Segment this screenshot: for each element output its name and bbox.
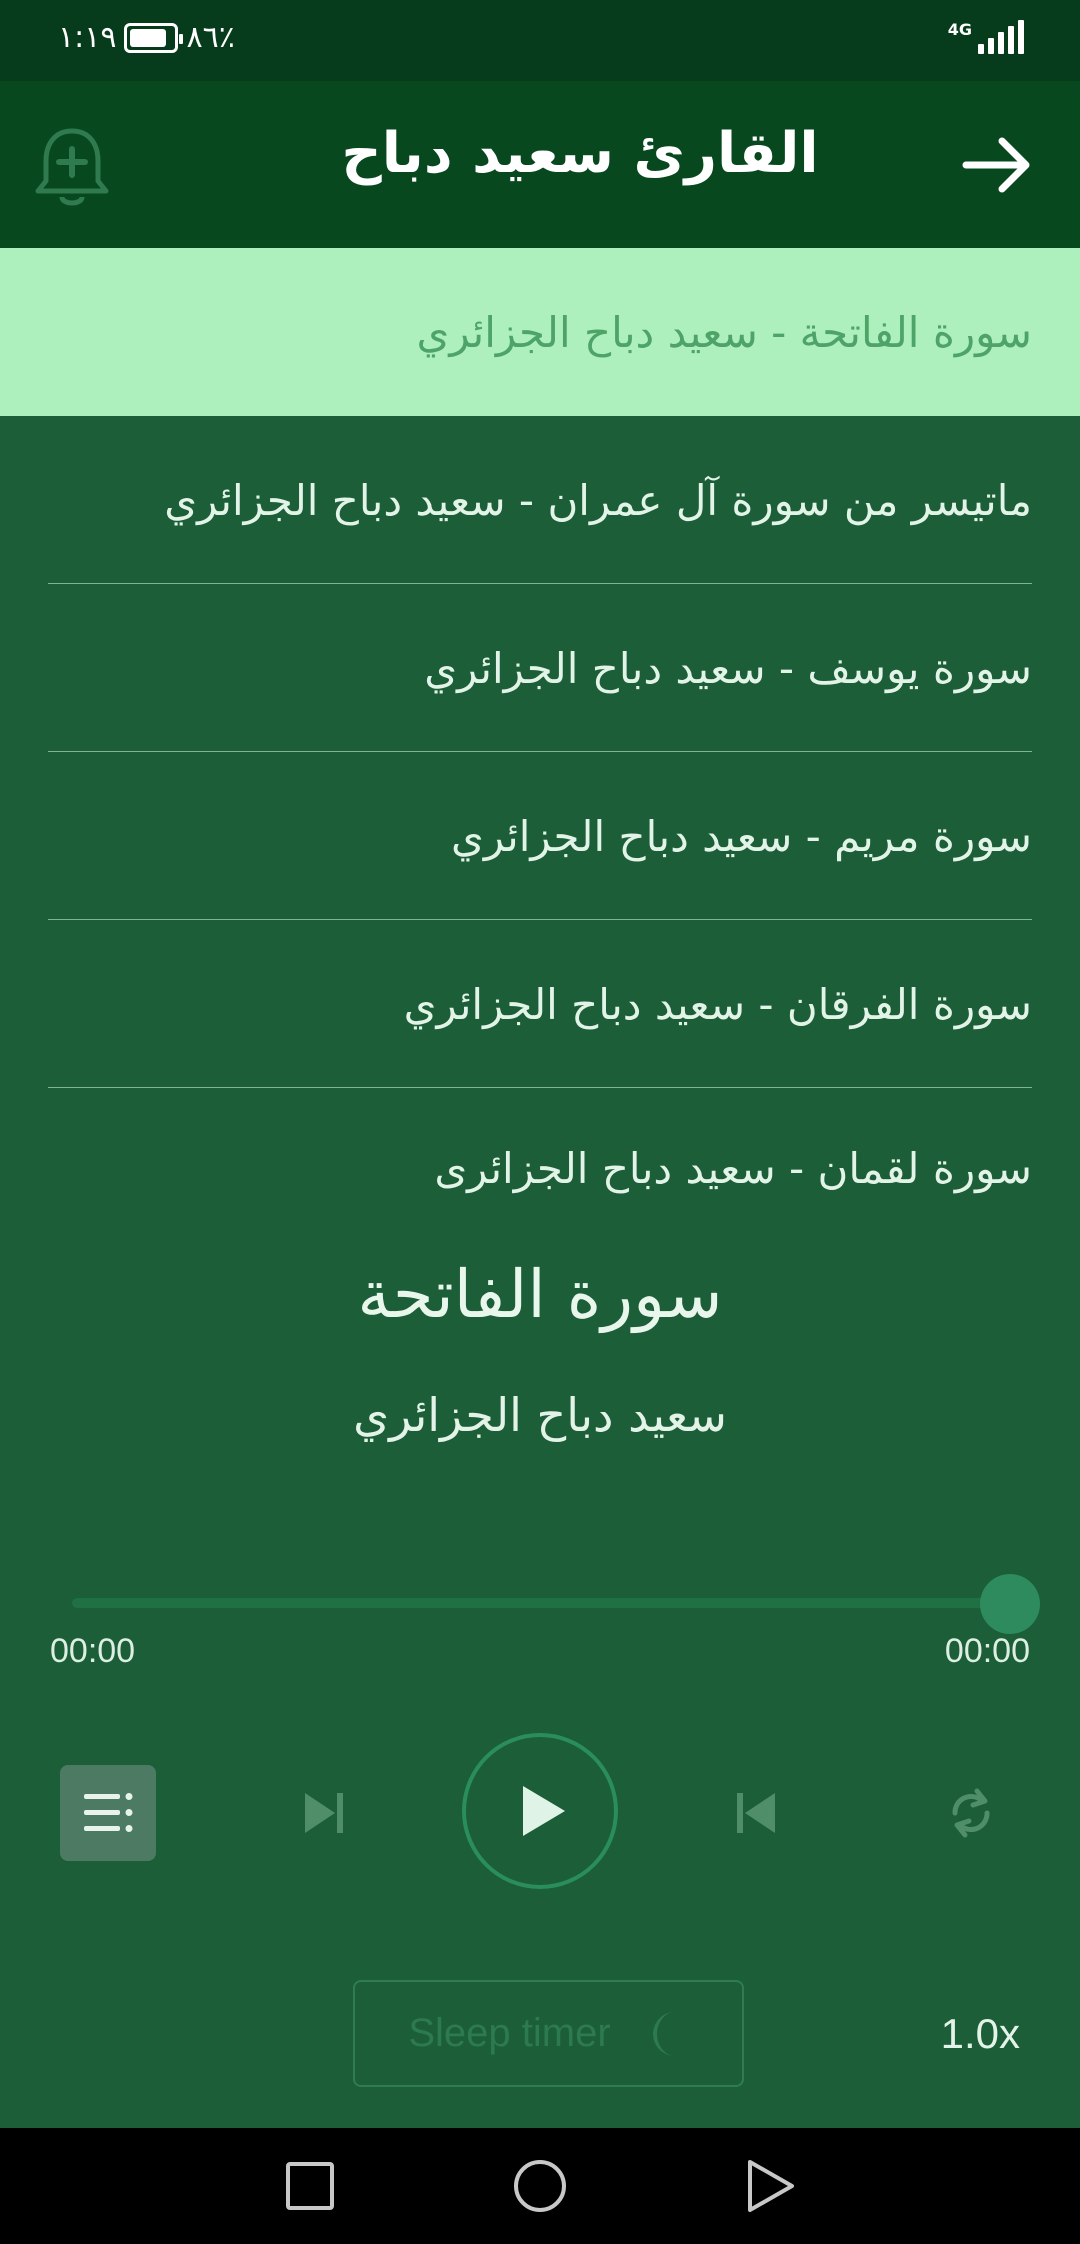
battery-icon bbox=[124, 23, 178, 53]
moon-icon bbox=[645, 2008, 689, 2060]
app-bar bbox=[0, 81, 1080, 248]
signal-icon bbox=[978, 20, 1024, 54]
track-label: سورة يوسف - سعيد دباح الجزائري bbox=[424, 643, 1032, 693]
system-nav-bar bbox=[0, 2128, 1080, 2244]
network-type: 4G bbox=[947, 20, 972, 39]
play-button[interactable] bbox=[462, 1733, 618, 1889]
notification-add-button[interactable] bbox=[30, 123, 114, 213]
bell-plus-icon bbox=[30, 123, 114, 213]
playlist-icon bbox=[78, 1783, 138, 1843]
status-left bbox=[58, 20, 235, 55]
repeat-icon bbox=[941, 1783, 1001, 1843]
track-label: سورة الفرقان - سعيد دباح الجزائري bbox=[403, 979, 1032, 1029]
track-label: سورة لقمان - سعيد دباح الجزائرى bbox=[434, 1143, 1032, 1193]
track-item-active[interactable] bbox=[0, 248, 1080, 416]
recents-button[interactable] bbox=[280, 2156, 340, 2216]
seek-bar[interactable] bbox=[72, 1598, 1008, 1608]
track-item[interactable] bbox=[0, 752, 1080, 920]
status-right bbox=[948, 20, 1024, 54]
back-nav-button[interactable] bbox=[740, 2156, 800, 2216]
skip-next-button[interactable] bbox=[282, 1772, 364, 1854]
track-item[interactable] bbox=[0, 416, 1080, 584]
seek-thumb[interactable] bbox=[980, 1574, 1040, 1634]
total-time: 00:00 bbox=[944, 1632, 1030, 1670]
track-label: سورة مريم - سعيد دباح الجزائري bbox=[450, 811, 1032, 861]
skip-next-icon bbox=[293, 1783, 353, 1843]
battery-fill bbox=[130, 29, 165, 47]
repeat-button[interactable] bbox=[930, 1772, 1012, 1854]
sleep-timer-label: Sleep timer bbox=[408, 2011, 611, 2055]
square-icon bbox=[280, 2156, 340, 2216]
track-item[interactable] bbox=[0, 1088, 1080, 1248]
page-title: القارئ سعيد دباح bbox=[341, 121, 819, 186]
battery-percent: ٨٦٪ bbox=[186, 20, 235, 55]
triangle-icon bbox=[740, 2156, 800, 2216]
circle-icon bbox=[510, 2156, 570, 2216]
play-icon bbox=[505, 1776, 575, 1846]
now-playing-title: سورة الفاتحة bbox=[357, 1256, 723, 1333]
track-item[interactable] bbox=[0, 584, 1080, 752]
playback-speed-button[interactable]: 1.0x bbox=[940, 2010, 1020, 2057]
sleep-timer-button[interactable] bbox=[353, 1980, 744, 2087]
elapsed-time: 00:00 bbox=[50, 1632, 136, 1670]
track-label: سورة الفاتحة - سعيد دباح الجزائري bbox=[416, 307, 1032, 357]
home-button[interactable] bbox=[510, 2156, 570, 2216]
playlist-button[interactable] bbox=[60, 1765, 156, 1861]
clock: ١:١٩ bbox=[58, 20, 117, 55]
track-list bbox=[0, 248, 1080, 1248]
skip-previous-icon bbox=[727, 1783, 787, 1843]
track-label: ماتيسر من سورة آل عمران - سعيد دباح الجزائري bbox=[164, 475, 1032, 525]
track-item[interactable] bbox=[0, 920, 1080, 1088]
now-playing-artist: سعيد دباح الجزائري bbox=[353, 1388, 727, 1442]
status-bar bbox=[0, 0, 1080, 81]
skip-previous-button[interactable] bbox=[716, 1772, 798, 1854]
